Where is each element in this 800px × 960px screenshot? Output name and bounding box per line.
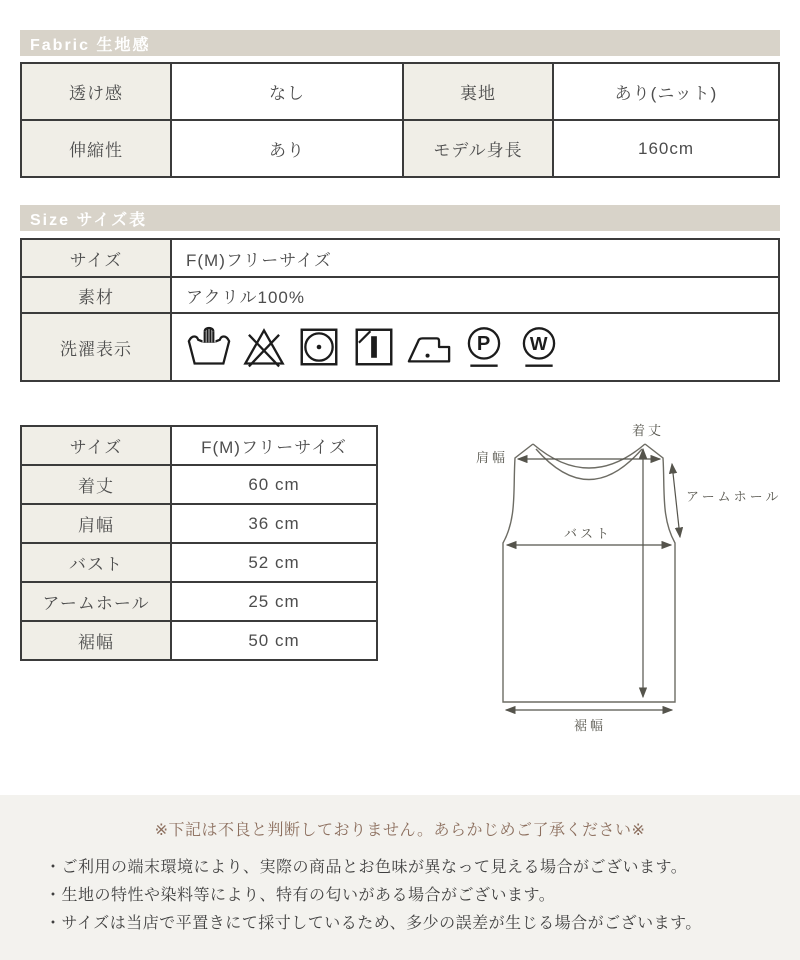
disclaimer-list xyxy=(45,854,800,938)
diagram-shoulder-label: 肩幅 xyxy=(475,450,509,465)
care-symbols xyxy=(172,314,778,380)
wet-clean-w-icon xyxy=(516,322,562,372)
fabric-row-label: モデル身長 xyxy=(404,121,552,176)
measure-row-label: 裾幅 xyxy=(22,622,170,659)
measure-header-label: サイズ xyxy=(22,427,170,464)
material-row-value: アクリル100% xyxy=(172,278,778,312)
disclaimer-title: ※下記は不良と判断しておりません。あらかじめご了承ください※ xyxy=(154,822,646,839)
fabric-row-value: あり(ニット) xyxy=(554,64,778,119)
measure-row-value: 50 cm xyxy=(172,622,376,659)
hand-wash-icon xyxy=(186,322,232,372)
measure-row-value: 60 cm xyxy=(172,466,376,503)
measurement-table xyxy=(20,425,378,661)
fabric-row-value: あり xyxy=(172,121,402,176)
do-not-bleach-icon xyxy=(241,322,287,372)
fabric-section-header xyxy=(20,30,780,56)
line-dry-in-shade-icon xyxy=(351,322,397,372)
iron-low-icon xyxy=(406,322,452,372)
fabric-row-value: なし xyxy=(172,64,402,119)
size-row-value: F(M)フリーサイズ xyxy=(172,240,778,276)
disclaimer-item: ・ご利用の端末環境により、実際の商品とお色味が異なって見える場合がございます。 xyxy=(45,859,688,876)
disclaimer-box xyxy=(0,795,800,960)
disclaimer-item: ・サイズは当店で平置きにて採寸しているため、多少の誤差が生じる場合がございます。 xyxy=(45,915,702,932)
fabric-section-title: Fabric 生地感 xyxy=(30,36,151,54)
svg-text:P: P xyxy=(476,332,492,355)
size-table xyxy=(20,238,780,382)
care-row-label: 洗濯表示 xyxy=(22,314,170,380)
fabric-row-label: 透け感 xyxy=(22,64,170,119)
measure-row-label: 肩幅 xyxy=(22,505,170,542)
measure-row-label: バスト xyxy=(22,544,170,581)
measure-row-value: 36 cm xyxy=(172,505,376,542)
fabric-row-label: 裏地 xyxy=(404,64,552,119)
fabric-row-label: 伸縮性 xyxy=(22,121,170,176)
dry-clean-p-icon xyxy=(461,322,507,372)
disclaimer-item: ・生地の特性や染料等により、特有の匂いがある場合がございます。 xyxy=(45,887,556,904)
measure-row-value: 52 cm xyxy=(172,544,376,581)
diagram-length-label: 着丈 xyxy=(631,423,665,438)
fabric-row-value: 160cm xyxy=(554,121,778,176)
fabric-table xyxy=(20,62,780,178)
material-row-label: 素材 xyxy=(22,278,170,312)
diagram-armhole-label: アームホール xyxy=(686,489,782,504)
measure-row-value: 25 cm xyxy=(172,583,376,620)
measure-row-label: アームホール xyxy=(22,583,170,620)
svg-text:W: W xyxy=(529,332,549,354)
diagram-hem-label: 裾幅 xyxy=(573,718,607,733)
tumble-dry-low-icon xyxy=(296,322,342,372)
measure-header-value: F(M)フリーサイズ xyxy=(172,427,376,464)
garment-diagram xyxy=(430,412,800,757)
measure-row-label: 着丈 xyxy=(22,466,170,503)
size-section-header xyxy=(20,205,780,231)
diagram-bust-label: バスト xyxy=(563,526,613,541)
size-section-title: Size サイズ表 xyxy=(30,211,148,229)
size-row-label: サイズ xyxy=(22,240,170,276)
